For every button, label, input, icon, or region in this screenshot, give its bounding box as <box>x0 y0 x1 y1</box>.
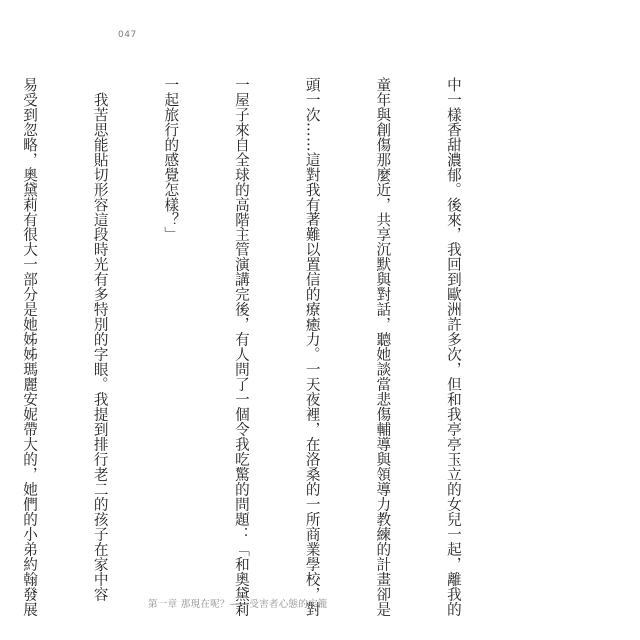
text-line: 我苦思能貼切形容這段時光有多特別的字眼。我提到排行老二的孩子在家中容 <box>91 77 109 602</box>
text-line: 一起旅行的感覺怎樣？」 <box>162 77 180 242</box>
page-number: 047 <box>118 30 137 40</box>
text-line: 中一樣香甜濃郁。後來，我回到歐洲許多次，但和我亭亭玉立的女兒一起，離我的 <box>444 77 462 617</box>
text-line: 一屋子來自全球的高階主管演講完後，有人問了一個令我吃驚的問題：「和奧黛莉 <box>232 77 250 617</box>
text-line: 頭一次……這對我有著難以置信的療癒力。一天夜裡，在洛桑的一所商業學校，對 <box>303 77 321 617</box>
text-line: 易受到忽略，奧黛莉有很大一部分是她姊姊瑪麗安妮帶大的，她們的小弟約翰發展 <box>21 77 39 617</box>
text-line: 童年與創傷那麼近，共享沉默與對話，聽她談當悲傷輔導與領導力教練的計畫卻是 <box>374 77 392 617</box>
running-footer: 第一章 那現在呢？——受害者心態的牢籠 <box>148 599 328 610</box>
